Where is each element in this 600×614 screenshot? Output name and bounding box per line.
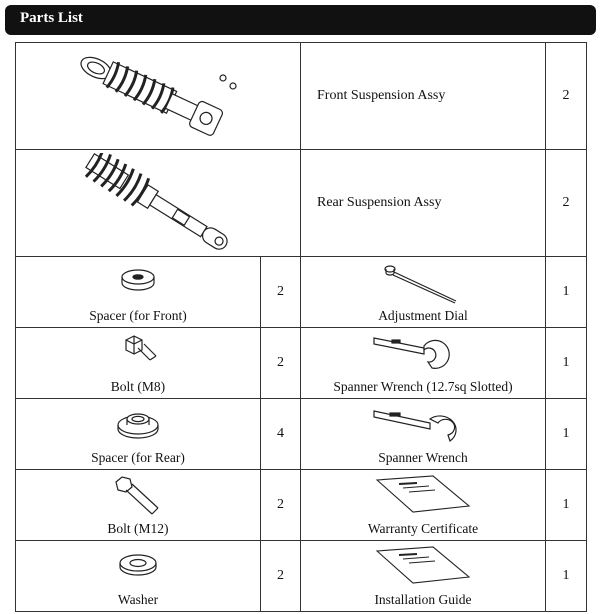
item-qty: 2 <box>546 150 587 257</box>
adjustment-dial-drawing <box>378 261 468 305</box>
item-name: Adjustment Dial <box>378 308 468 323</box>
spacer-rear-drawing <box>108 403 168 443</box>
bolt-m8-drawing <box>108 332 168 372</box>
item-qty: 2 <box>261 328 301 399</box>
slotted-wrench-drawing <box>368 332 478 376</box>
part-cell <box>16 399 261 470</box>
part-cell <box>301 541 546 612</box>
item-qty: 1 <box>546 328 587 399</box>
item-name: Installation Guide <box>374 592 472 607</box>
item-qty: 2 <box>261 257 301 328</box>
table-row <box>16 470 587 541</box>
spacer-front-drawing <box>108 261 168 301</box>
item-name: Spanner Wrench <box>378 450 468 465</box>
item-qty: 2 <box>261 541 301 612</box>
item-qty: 1 <box>546 399 587 470</box>
table-row <box>16 541 587 612</box>
part-cell <box>16 257 261 328</box>
item-qty: 1 <box>546 541 587 612</box>
item-name: Washer <box>117 592 159 607</box>
bolt-m12-drawing <box>108 474 168 518</box>
warranty-certificate-drawing <box>373 474 473 518</box>
part-cell <box>301 328 546 399</box>
table-row <box>16 257 587 328</box>
item-qty: 2 <box>546 43 587 150</box>
item-name: Spanner Wrench (12.7sq Slotted) <box>333 379 513 394</box>
item-qty: 2 <box>261 470 301 541</box>
item-name: Spacer (for Rear) <box>91 450 185 465</box>
part-cell <box>16 470 261 541</box>
part-cell <box>16 328 261 399</box>
spanner-wrench-drawing <box>368 403 478 447</box>
item-name: Bolt (M8) <box>110 379 166 394</box>
item-name: Spacer (for Front) <box>89 308 187 323</box>
parts-table <box>15 42 587 612</box>
item-name: Rear Suspension Assy <box>301 150 546 257</box>
item-qty: 1 <box>546 257 587 328</box>
rear-suspension-image <box>16 150 301 257</box>
installation-guide-drawing <box>373 545 473 589</box>
part-cell <box>301 399 546 470</box>
table-row <box>16 150 587 257</box>
part-cell <box>301 470 546 541</box>
item-name: Front Suspension Assy <box>301 43 546 150</box>
table-row <box>16 328 587 399</box>
part-cell <box>16 541 261 612</box>
front-suspension-image <box>16 43 301 150</box>
parts-list-header <box>5 5 596 35</box>
item-qty: 4 <box>261 399 301 470</box>
part-cell <box>301 257 546 328</box>
table-row <box>16 399 587 470</box>
item-name: Bolt (M12) <box>107 521 169 536</box>
washer-drawing <box>108 545 168 585</box>
front-suspension-drawing <box>58 46 258 146</box>
item-name: Warranty Certificate <box>367 521 479 536</box>
page-title: Parts List <box>20 10 83 26</box>
item-qty: 1 <box>546 470 587 541</box>
table-row <box>16 43 587 150</box>
rear-suspension-drawing <box>58 153 258 253</box>
